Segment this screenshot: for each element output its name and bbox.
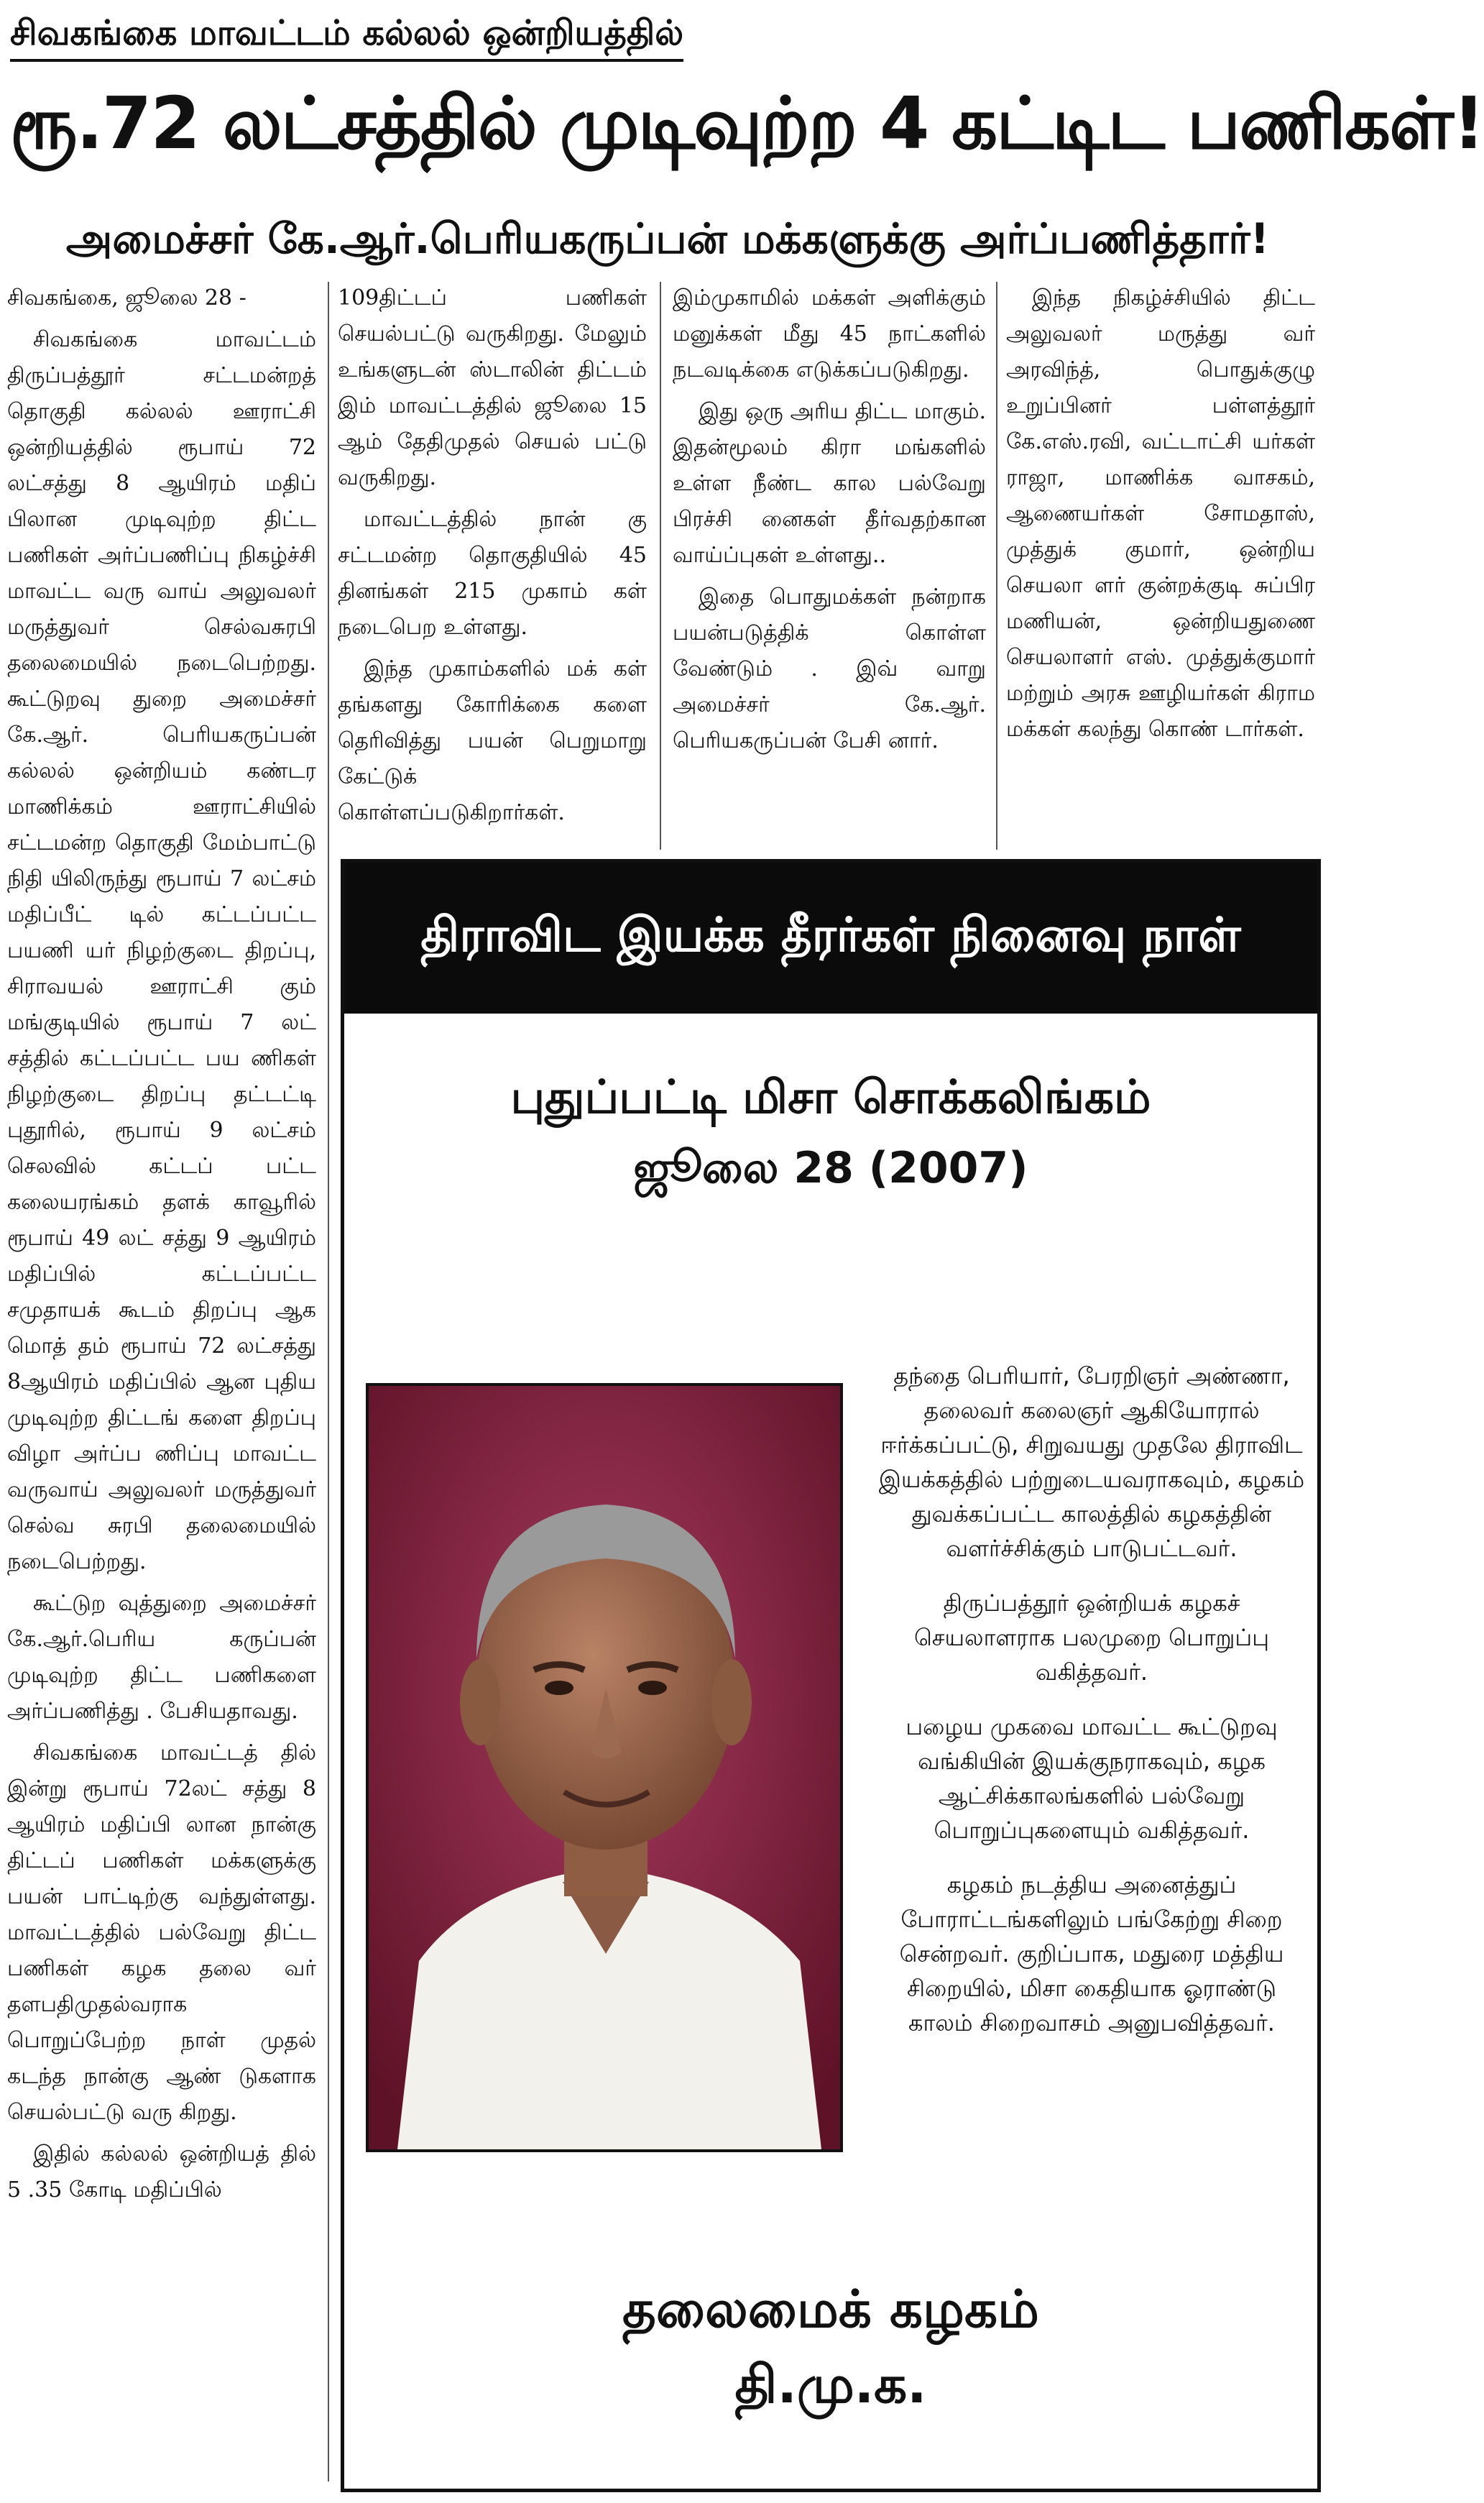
- column-divider: [328, 282, 329, 2481]
- article-paragraph: சிவகங்கை, ஜூலை 28 -: [7, 285, 246, 311]
- article-paragraph: கூட்டுற வுத்துறை அமைச்சர் கே.ஆர்.பெரிய கருப்பன் முடிவுற்ற திட்ட பணிகளை அர்ப்பணித்து . பேசியதாவது.: [7, 1591, 316, 1724]
- subheadline: அமைச்சர் கே.ஆர்.பெரியகருப்பன் மக்களுக்கு அர்ப்பணித்தார்!: [65, 214, 1270, 263]
- biography-paragraph: கழகம் நடத்திய அனைத்துப் போராட்டங்களிலும் பங்கேற்று சிறை சென்றவர். குறிப்பாக, மதுரை மத்திய சிறையில், மிசா கைதியாக ஓராண்டு காலம் சிறைவாசம் அனுபவித்தவர்.: [899, 1871, 1284, 2036]
- memorial-date: ஜூலை 28 (2007): [633, 1143, 1028, 1193]
- article-paragraph: மாவட்டத்தில் நான் கு சட்டமன்ற தொகுதியில் 45 தினங்கள் 215 முகாம் கள் நடைபெற உள்ளது.: [338, 507, 647, 640]
- memorial-banner-text: திராவிட இயக்க தீரர்கள் நினைவு நாள்: [420, 907, 1241, 963]
- article-paragraph: இந்த நிகழ்ச்சியில் திட்ட அலுவலர் மருத்து வர் அரவிந்த், பொதுக்குழு உறுப்பினர் பள்ளத்தூர் கே.எஸ்.ரவி, வட்டாட்சி யர்கள் ராஜா, மாணிக்க வாசகம், ஆணையர்கள் சோமதாஸ், முத்துக் குமார், ஒன்றிய செயலா ளர் குன்றக்குடி சுப்பிர மணியன், ஒன்றியதுணை செயலாளர் எஸ். முத்துக்குமார் மற்றும் அரசு ஊழியர்கள் கிராம மக்கள் கலந்து கொண் டார்கள்.: [1006, 285, 1315, 742]
- memorial-biography: [876, 1359, 1307, 2060]
- biography-paragraph: தந்தை பெரியார், பேரறிஞர் அண்ணா, தலைவர் கலைஞர் ஆகியோரால் ஈர்க்கப்பட்டு, சிறுவயது முதலே திராவிட இயக்கத்தில் பற்றுடையவராகவும், கழகம் துவக்கப்பட்ட காலத்தில் கழகத்தின் வளர்ச்சிக்கும் பாடுபட்டவர்.: [878, 1362, 1305, 1562]
- biography-paragraph: திருப்பத்தூர் ஒன்றியக் கழகச் செயலாளராக பலமுறை பொறுப்பு வகித்தவர்.: [913, 1589, 1270, 1686]
- section-kicker: சிவகங்கை மாவட்டம் கல்லல் ஒன்றியத்தில்: [10, 10, 683, 62]
- column-divider: [996, 282, 997, 850]
- article-paragraph: சிவகங்கை மாவட்டத் தில் இன்று ரூபாய் 72லட் சத்து 8 ஆயிரம் மதிப்பி லான நான்கு திட்டப் பணிகள் மக்களுக்கு பயன் பாட்டிற்கு வந்துள்ளது. மாவட்டத்தில் பல்வேறு திட்ட பணிகள் கழக தலை வர் தளபதிமுதல்வராக பொறுப்பேற்ற நாள் முதல் கடந்த நான்கு ஆண் டுகளாக செயல்பட்டு வரு கிறது.: [7, 1740, 316, 2125]
- memorial-person-name: புதுப்பட்டி மிசா சொக்கலிங்கம்: [510, 1071, 1151, 1124]
- article-paragraph: 109திட்டப் பணிகள் செயல்பட்டு வருகிறது. மேலும் உங்களுடன் ஸ்டாலின் திட்டம் இம் மாவட்டத்தில் ஜூலை 15 ஆம் தேதிமுதல் செயல் பட்டு வருகிறது.: [338, 285, 647, 490]
- portrait-illustration: [369, 1386, 840, 2149]
- article-column-2: [338, 280, 647, 855]
- portrait-photo: [366, 1383, 843, 2152]
- article-paragraph: இந்த முகாம்களில் மக் கள் தங்களது கோரிக்கை களை தெரிவித்து பயன் பெறுமாறு கேட்டுக் கொள்ளப்படுகிறார்கள்.: [338, 656, 647, 825]
- memorial-advertisement: [341, 859, 1321, 2492]
- article-paragraph: இம்முகாமில் மக்கள் அளிக்கும் மனுக்கள் மீது 45 நாட்களில் நடவடிக்கை எடுக்கப்படுகிறது.: [673, 285, 986, 382]
- column-divider: [660, 282, 661, 850]
- article-column-4: [1006, 280, 1315, 855]
- memorial-banner: [344, 863, 1317, 1014]
- article-paragraph: இது ஒரு அரிய திட்ட மாகும். இதன்மூலம் கிரா மங்களில் உள்ள நீண்ட கால பல்வேறு பிரச்சி னைகள் தீர்வதற்கான வாய்ப்புகள் உள்ளது..: [673, 399, 986, 568]
- headline: ரூ.72 லட்சத்தில் முடிவுற்ற 4 கட்டிட பணிகள்!: [10, 81, 1484, 165]
- article-column-3: [673, 280, 986, 855]
- signature-party: தி.மு.க.: [734, 2354, 927, 2415]
- article-paragraph: சிவகங்கை மாவட்டம் திருப்பத்தூர் சட்டமன்றத் தொகுதி கல்லல் ஊராட்சி ஒன்றியத்தில் ரூபாய் 72 லட்சத்து 8 ஆயிரம் மதிப் பிலான முடிவுற்ற திட்ட பணிகள் அர்ப்பணிப்பு நிகழ்ச்சி மாவட்ட வரு வாய் அலுவலர் மருத்துவர் செல்வசுரபி தலைமையில் நடைபெற்றது. கூட்டுறவு துறை அமைச்சர் கே.ஆர். பெரியகருப்பன் கல்லல் ஒன்றியம் கண்டர மாணிக்கம் ஊராட்சியில் சட்டமன்ற தொகுதி மேம்பாட்டு நிதி யிலிருந்து ரூபாய் 7 லட்சம் மதிப்பீட் டில் கட்டப்பட்ட பயணி யர் நிழற்குடை திறப்பு, சிராவயல் ஊராட்சி கும் மங்குடியில் ரூபாய் 7 லட் சத்தில் கட்டப்பட்ட பய ணிகள் நிழற்குடை திறப்பு தட்டட்டி புதூரில், ரூபாய் 9 லட்சம் செலவில் கட்டப் பட்ட கலையரங்கம் தளக் காவூரில் ரூபாய் 49 லட் சத்து 9 ஆயிரம் மதிப்பில் கட்டப்பட்ட சமுதாயக் கூடம் திறப்பு ஆக மொத் தம் ரூபாய் 72 லட்சத்து 8ஆயிரம் மதிப்பில் ஆன புதிய முடிவுற்ற திட்டங் களை திறப்பு விழா அர்ப்ப ணிப்பு மாவட்ட வருவாய் அலுவலர் மருத்துவர் செல்வ சுரபி தலைமையில் நடைபெற்றது.: [7, 327, 316, 1574]
- article-paragraph: இதில் கல்லல் ஒன்றியத் தில் 5 .35 கோடி மதிப்பில்: [7, 2141, 316, 2203]
- biography-paragraph: பழைய முகவை மாவட்ட கூட்டுறவு வங்கியின் இயக்குநராகவும், கழக ஆட்சிக்காலங்களில் பல்வேறு பொறுப்புகளையும் வகித்தவர்.: [905, 1713, 1278, 1844]
- signature-headquarters: தலைமைக் கழகம்: [622, 2279, 1039, 2339]
- article-column-1: [7, 280, 316, 2487]
- article-paragraph: இதை பொதுமக்கள் நன்றாக பயன்படுத்திக் கொள்ள வேண்டும் . இவ் வாறு அமைச்சர் கே.ஆர். பெரியகருப்பன் பேசி னார்.: [673, 584, 986, 753]
